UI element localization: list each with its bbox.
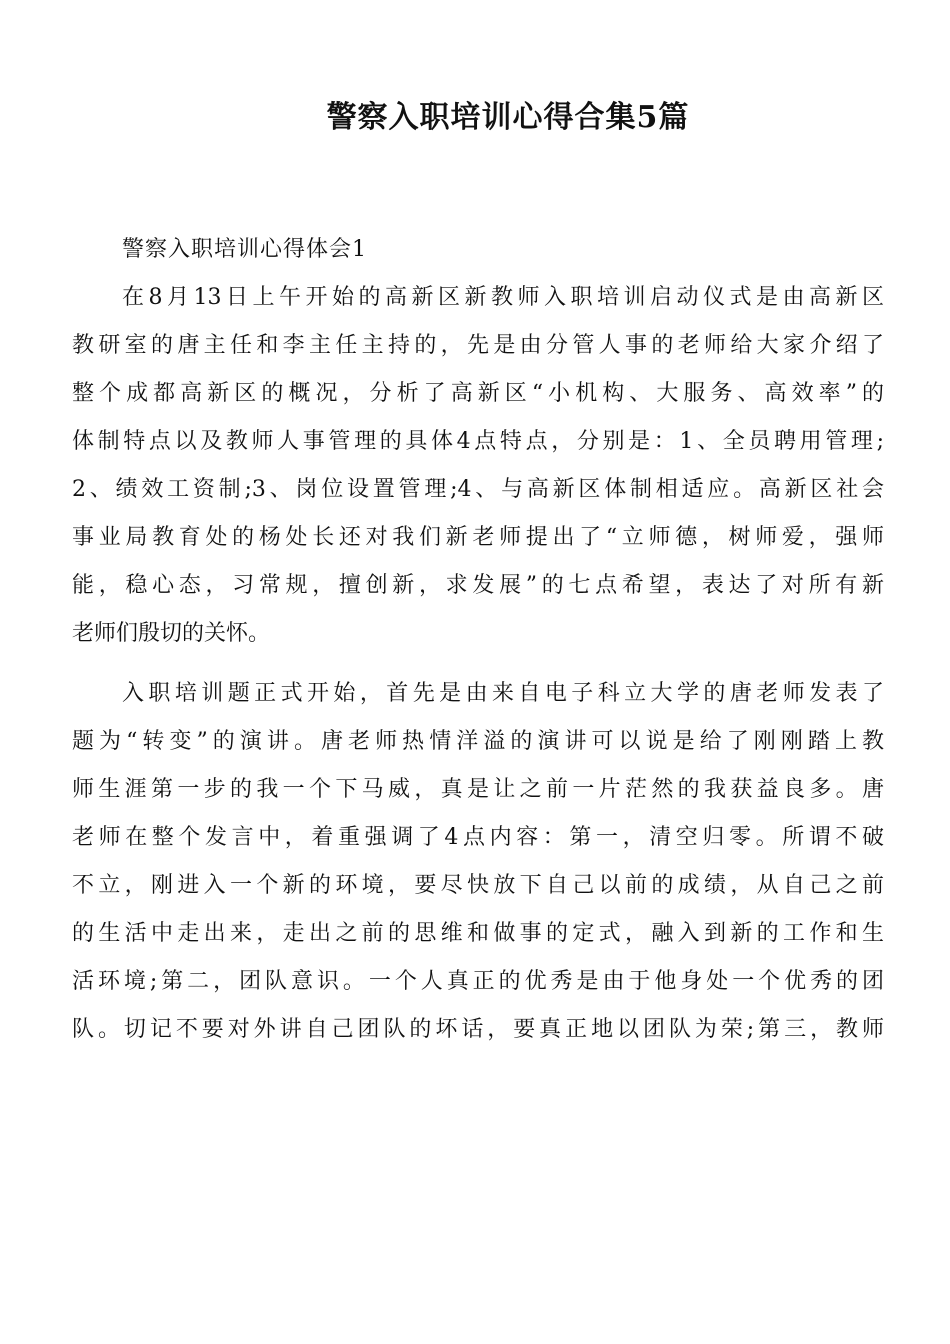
paragraph-line: 能，稳心态，习常规，擅创新，求发展”的七点希望，表达了对所有新 — [72, 573, 884, 598]
paragraph-1 — [72, 274, 884, 658]
paragraph-line: 事业局教育处的杨处长还对我们新老师提出了“立师德，树师爱，强师 — [72, 525, 884, 550]
paragraph-line: 活环境;第二，团队意识。一个人真正的优秀是由于他身处一个优秀的团 — [72, 969, 884, 994]
paragraph-line: 体制特点以及教师人事管理的具体4点特点，分别是：1、全员聘用管理; — [72, 429, 884, 454]
paragraph-spacer — [72, 658, 884, 670]
paragraph-line: 2、绩效工资制;3、岗位设置管理;4、与高新区体制相适应。高新区社会 — [72, 477, 884, 502]
paragraph-line: 师生涯第一步的我一个下马威，真是让之前一片茫然的我获益良多。唐 — [72, 777, 884, 802]
paragraph-line: 教研室的唐主任和李主任主持的，先是由分管人事的老师给大家介绍了 — [72, 333, 884, 358]
paragraph-2 — [72, 670, 884, 1054]
paragraph-line: 入职培训题正式开始，首先是由来自电子科立大学的唐老师发表了 — [122, 681, 884, 706]
paragraph-line: 不立，刚进入一个新的环境，要尽快放下自己以前的成绩，从自己之前 — [72, 873, 884, 898]
paragraph-line: 在8月13日上午开始的高新区新教师入职培训启动仪式是由高新区 — [122, 285, 884, 310]
document-title: 警察入职培训心得合集5篇 — [326, 100, 690, 135]
paragraph-line: 整个成都高新区的概况，分析了高新区“小机构、大服务、高效率”的 — [72, 381, 884, 406]
paragraph-line: 队。切记不要对外讲自己团队的坏话，要真正地以团队为荣;第三，教师 — [72, 1017, 884, 1042]
section-heading: 警察入职培训心得体会1 — [122, 237, 367, 262]
paragraph-line: 老师们殷切的关怀。 — [72, 621, 271, 646]
paragraph-line: 老师在整个发言中，着重强调了4点内容：第一，清空归零。所谓不破 — [72, 825, 884, 850]
document-body — [72, 226, 884, 1054]
paragraph-line: 的生活中走出来，走出之前的思维和做事的定式，融入到新的工作和生 — [72, 921, 884, 946]
paragraph-line: 题为“转变”的演讲。唐老师热情洋溢的演讲可以说是给了刚刚踏上教 — [72, 729, 884, 754]
